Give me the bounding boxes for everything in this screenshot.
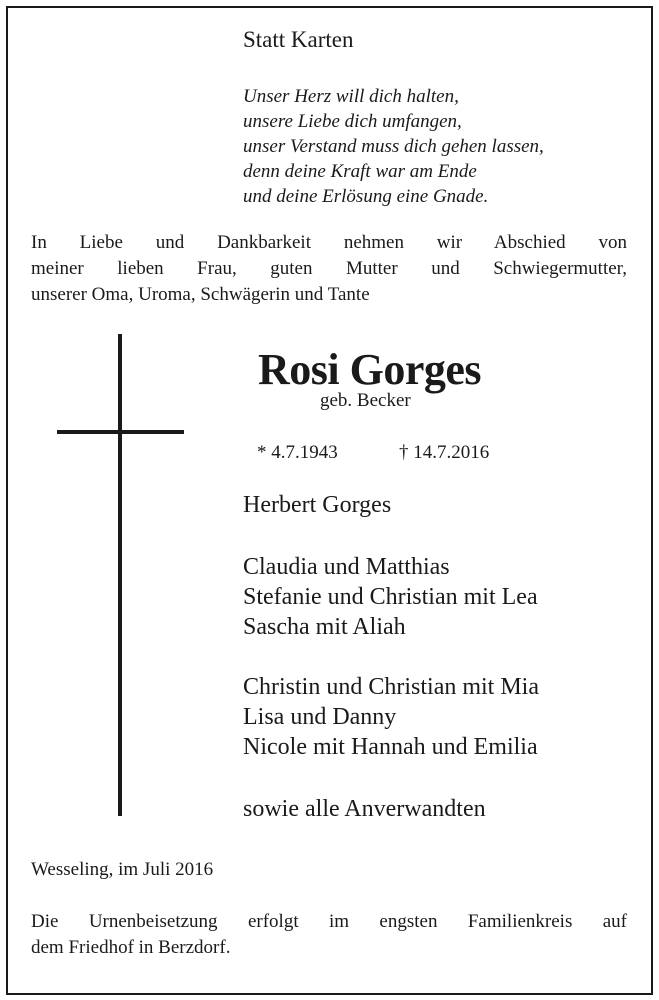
poem-line: und deine Erlösung eine Gnade. xyxy=(243,186,489,207)
cross-icon-bar xyxy=(57,430,184,434)
intro-line: In Liebe und Dankbarkeit nehmen wir Abschied von xyxy=(31,232,627,253)
cross-icon xyxy=(118,334,122,816)
birth-name: geb. Becker xyxy=(320,390,411,411)
intro-text xyxy=(31,230,627,308)
poem-line: denn deine Kraft war am Ende xyxy=(243,161,477,182)
header-statt-karten: Statt Karten xyxy=(243,27,354,52)
burial-line: Die Urnenbeisetzung erfolgt im engsten Familienkreis auf xyxy=(31,911,627,932)
poem xyxy=(243,84,544,209)
death-date: † 14.7.2016 xyxy=(399,442,490,463)
birth-date: * 4.7.1943 xyxy=(257,442,338,463)
family-member: Christin und Christian mit Mia xyxy=(243,674,540,700)
life-dates xyxy=(257,442,490,464)
place-date: Wesseling, im Juli 2016 xyxy=(31,859,214,880)
family-list xyxy=(243,490,539,824)
deceased-name: Rosi Gorges xyxy=(258,345,482,394)
family-member: Nicole mit Hannah und Emilia xyxy=(243,734,538,760)
family-member: Stefanie und Christian mit Lea xyxy=(243,584,538,610)
spouse: Herbert Gorges xyxy=(243,492,392,518)
burial-line: dem Friedhof in Berzdorf. xyxy=(31,937,231,958)
poem-line: Unser Herz will dich halten, xyxy=(243,86,459,107)
relatives: sowie alle Anverwandten xyxy=(243,796,486,822)
poem-line: unsere Liebe dich umfangen, xyxy=(243,111,462,132)
family-member: Sascha mit Aliah xyxy=(243,614,406,640)
poem-line: unser Verstand muss dich gehen lassen, xyxy=(243,136,544,157)
intro-line: unserer Oma, Uroma, Schwägerin und Tante xyxy=(31,284,370,305)
family-member: Claudia und Matthias xyxy=(243,554,450,580)
intro-line: meiner lieben Frau, guten Mutter und Schwiegermutter, xyxy=(31,258,627,279)
burial-info xyxy=(31,909,627,961)
family-member: Lisa und Danny xyxy=(243,704,397,730)
